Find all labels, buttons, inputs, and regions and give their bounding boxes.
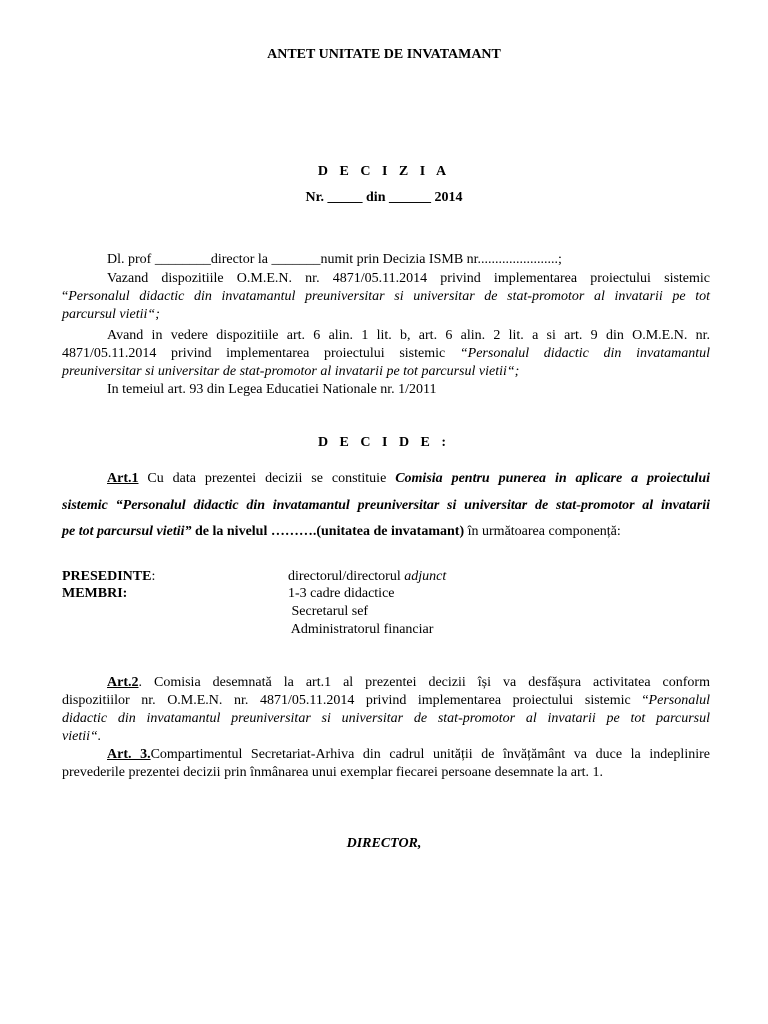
member-item: Administratorul financiar xyxy=(288,622,434,637)
decision-number-line: Nr. _____ din ______ 2014 xyxy=(305,190,463,205)
institution-header: ANTET UNITATE DE INVATAMANT xyxy=(267,47,501,62)
project-title-end: pe tot parcursul vietii” xyxy=(62,524,192,539)
institution-placeholder: de la nivelul ……….(unitatea de invatamant) xyxy=(191,524,465,539)
article-3-line-2: prevederile prezentei decizii prin înmânarea unui exemplar fiecarei persoane desemnate la art. 1. xyxy=(62,765,604,780)
president-label xyxy=(62,568,155,586)
member-item: 1-3 cadre didactice xyxy=(288,586,395,601)
article-1-line-3 xyxy=(62,523,710,541)
preamble-paragraph-2-line-2 xyxy=(62,288,710,306)
article-2-text: dispozitiilor nr. O.M.E.N. nr. 4871/05.11.2014 privind implementarea proiectului sistemic “ xyxy=(62,693,649,708)
article-2-line-3: didactic din invatamantul preuniversitar si universitar de stat-promotor al invatarii pe tot parcursul xyxy=(62,711,710,726)
preamble-paragraph-4: In temeiul art. 93 din Legea Educatiei Nationale nr. 1/2011 xyxy=(107,382,437,397)
article-1-label: Art.1 xyxy=(107,471,139,486)
committee-name: Comisia pentru punerea in aplicare a proiectului xyxy=(395,471,710,486)
article-2-line-1 xyxy=(107,674,710,692)
decide-heading: D E C I D E : xyxy=(317,435,451,450)
president-value-text: directorul/directorul xyxy=(288,569,405,584)
preamble-paragraph-2-line-1: Vazand dispozitiile O.M.E.N. nr. 4871/05.11.2014 privind implementarea proiectului sistemic xyxy=(107,271,710,286)
decision-heading: D E C I Z I A xyxy=(317,164,451,179)
preamble-paragraph-3-line-1: Avand in vedere dispozitiile art. 6 alin. 1 lit. b, art. 6 alin. 2 lit. a si art. 9 din O.M.E.N. nr. xyxy=(107,328,710,343)
article-3-label: Art. 3. xyxy=(107,747,151,762)
article-1-line-2: sistemic “Personalul didactic din invatamantul preuniversitar si universitar de stat-promotor al invatarii xyxy=(62,498,710,513)
project-title-text: Personalul didactic din invatamantul preuniversitar si universitar de stat-promotor al invatarii pe tot xyxy=(68,289,710,304)
preamble-paragraph-2-line-3: parcursul vietii“; xyxy=(62,307,160,322)
president-value-italic: adjunct xyxy=(404,569,447,584)
president-label-colon: : xyxy=(151,569,156,584)
project-title-text: “Personalul didactic din invatamantul xyxy=(459,346,710,361)
signature-label: DIRECTOR, xyxy=(346,836,422,851)
preamble-paragraph-3-line-2 xyxy=(62,345,710,363)
preamble-text: 4871/05.11.2014 privind implementarea proiectului sistemic xyxy=(62,346,460,361)
article-1-line-1 xyxy=(107,470,710,488)
article-3-line-1 xyxy=(107,746,710,764)
article-1-text: Cu data prezentei decizii se constituie xyxy=(138,471,396,486)
members-label: MEMBRI: xyxy=(62,586,128,601)
quote-mark: “ xyxy=(62,289,69,304)
member-item: Secretarul sef xyxy=(288,604,369,619)
project-title-text: Personalul xyxy=(648,693,710,708)
preamble-paragraph-1: Dl. prof ________director la _______numit prin Decizia ISMB nr.......................; xyxy=(107,252,562,267)
president-value xyxy=(288,568,446,586)
article-2-label: Art.2 xyxy=(107,675,139,690)
article-2-line-4: vietii“. xyxy=(62,729,102,744)
preamble-paragraph-3-line-3: preuniversitar si universitar de stat-promotor al invatarii pe tot parcursul vietii“; xyxy=(62,364,520,379)
article-2-line-2 xyxy=(62,692,710,710)
article-3-text: Compartimentul Secretariat-Arhiva din cadrul unității de învățământ va duce la indeplinire xyxy=(150,747,710,762)
article-1-text-end: în următoarea componență: xyxy=(464,524,621,539)
president-label-text: PRESEDINTE xyxy=(62,569,152,584)
article-2-text: . Comisia desemnată la art.1 al prezentei decizii își va desfășura activitatea conform xyxy=(138,675,710,690)
